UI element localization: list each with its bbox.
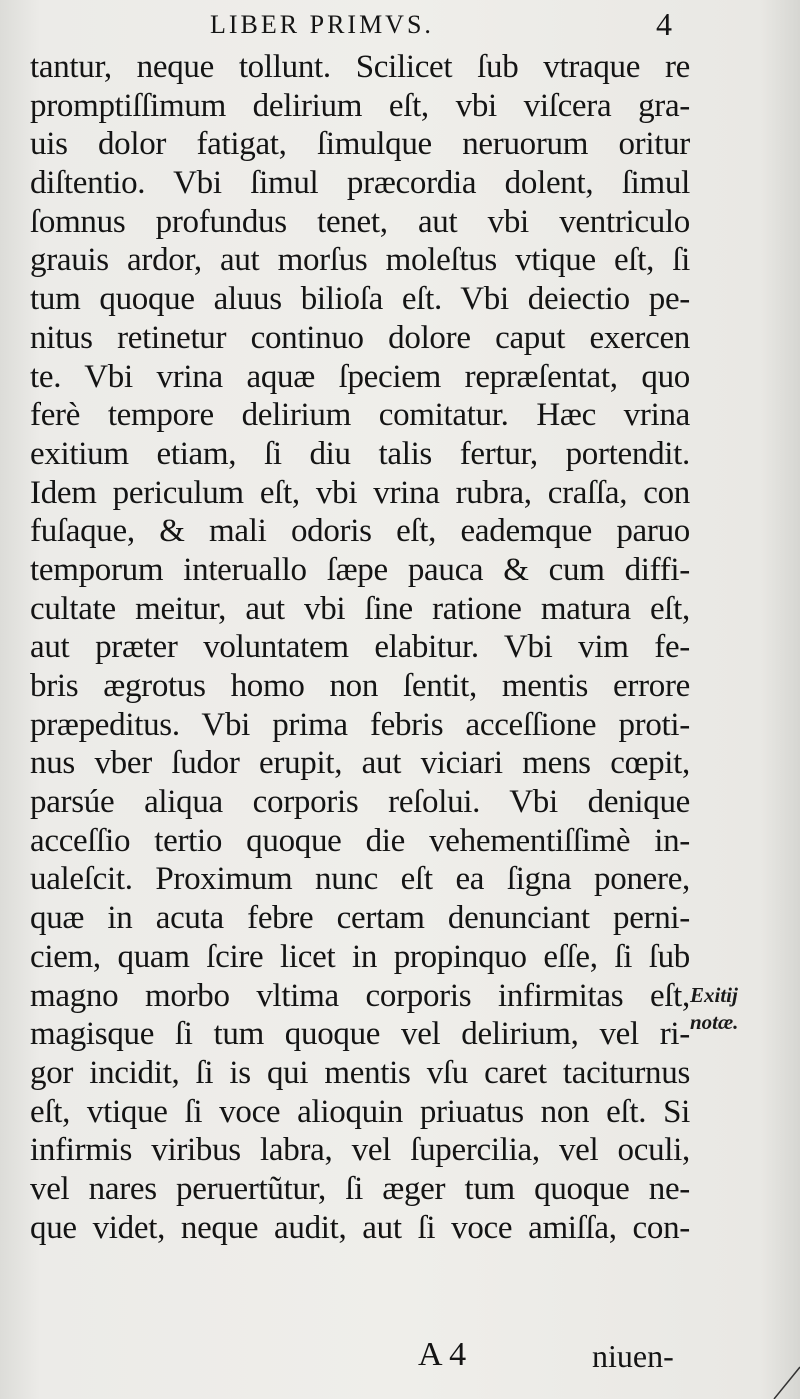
body-text	[30, 48, 690, 1247]
text-line: tum quoque aluus bilioſa eſt. Vbi deiectio pe-	[30, 281, 690, 318]
text-line: exitium etiam, ſi diu talis fertur, portendit.	[30, 435, 690, 472]
running-head	[0, 6, 800, 46]
text-line: temporum interuallo ſæpe pauca & cum diffi-	[30, 551, 690, 588]
text-line: magno morbo vltima corporis infirmitas eſt,	[30, 977, 690, 1014]
text-line: te. Vbi vrina aquæ ſpeciem repræſentat, quo	[30, 358, 690, 395]
text-line: magisque ſi tum quoque vel delirium, vel ri-	[30, 1016, 690, 1053]
text-line: bris ægrotus homo non ſentit, mentis errore	[30, 668, 690, 704]
text-line: nitus retinetur continuo dolore caput exercen	[30, 319, 690, 356]
margin-note	[690, 982, 785, 1036]
text-line: ciem, quam ſcire licet in propinquo eſſe, ſi ſub	[30, 938, 690, 975]
text-line: ualeſcit. Proximum nunc eſt ea ſigna ponere,	[30, 861, 690, 898]
text-line: gor incidit, ſi is qui mentis vſu caret taciturnus	[30, 1054, 690, 1091]
text-line: ſomnus profundus tenet, aut vbi ventriculo	[30, 203, 690, 240]
text-line: tantur, neque tollunt. Scilicet ſub vtraque re	[30, 49, 690, 85]
text-line: cultate meitur, aut vbi ſine ratione matura eſt,	[30, 590, 690, 627]
text-line: aut præter voluntatem elabitur. Vbi vim fe-	[30, 629, 690, 666]
text-line: fuſaque, & mali odoris eſt, eademque paruo	[30, 513, 690, 550]
text-line: Idem periculum eſt, vbi vrina rubra, craſſa, con	[30, 474, 690, 511]
page-corner-line	[760, 1359, 800, 1399]
signature-mark: A 4	[418, 1336, 467, 1373]
text-line: grauis ardor, aut morſus moleſtus vtique eſt, ſi	[30, 242, 690, 279]
text-line: præpeditus. Vbi prima febris acceſſione proti-	[30, 706, 690, 743]
text-line: ferè tempore delirium comitatur. Hæc vrina	[30, 397, 690, 434]
text-line: diſtentio. Vbi ſimul præcordia dolent, ſimul	[30, 165, 690, 202]
margin-note-line: Exitij	[690, 983, 738, 1007]
text-line: uis dolor fatigat, ſimulque neruorum oritur	[30, 126, 690, 163]
text-line: vel nares peruertũtur, ſi æger tum quoque ne-	[30, 1170, 690, 1207]
page-number: 4	[656, 6, 672, 42]
catchword: niuen-	[592, 1338, 674, 1374]
running-title: LIBER PRIMVS.	[210, 10, 434, 39]
text-line: infirmis viribus labra, vel ſupercilia, vel oculi,	[30, 1132, 690, 1169]
text-line: quæ in acuta febre certam denunciant perni-	[30, 900, 690, 937]
text-line: acceſſio tertio quoque die vehementiſſimè in-	[30, 822, 690, 859]
margin-note-line: notæ.	[690, 1010, 739, 1034]
text-line: que videt, neque audit, aut ſi voce amiſſa, con-	[30, 1209, 690, 1246]
text-line: promptiſſimum delirium eſt, vbi viſcera gra-	[30, 87, 690, 124]
text-line: eſt, vtique ſi voce alioquin priuatus non eſt. Si	[30, 1093, 690, 1130]
text-line: nus vber ſudor erupit, aut viciari mens cœpit,	[30, 745, 690, 782]
text-line: parsúe aliqua corporis reſolui. Vbi denique	[30, 784, 690, 821]
